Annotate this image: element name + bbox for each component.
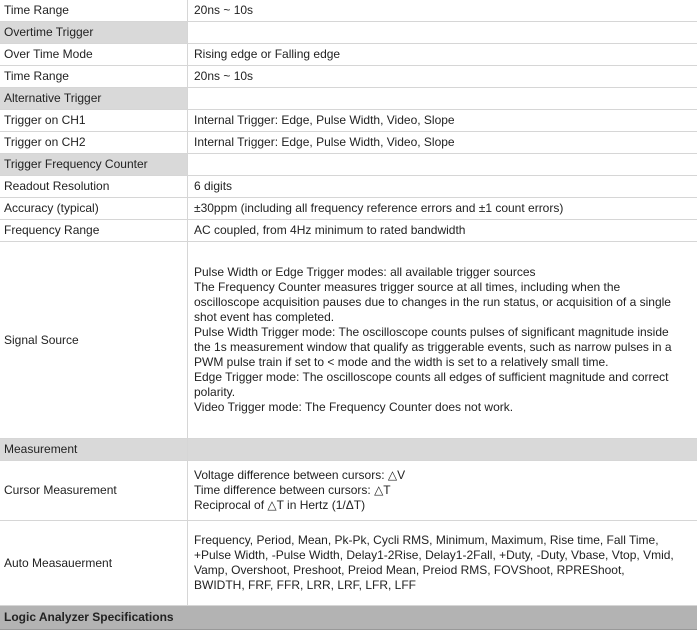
row-label: Accuracy (typical) [0, 198, 188, 220]
text-line: shot event has completed. [194, 310, 697, 325]
section-title: Measurement [0, 439, 188, 461]
row-label: Time Range [0, 66, 188, 88]
spec-row-time-range-2 [0, 66, 697, 88]
text-line: Vamp, Overshoot, Preshoot, Preiod Mean, Preiod RMS, FOVShoot, RPREShoot, [194, 563, 697, 578]
text-line: oscilloscope acquisition pauses due to changes in the run status, or acquisition of a single [194, 295, 697, 310]
row-label: Trigger on CH1 [0, 110, 188, 132]
row-value: AC coupled, from 4Hz minimum to rated bandwidth [188, 220, 697, 242]
spec-row-trigger-ch1 [0, 110, 697, 132]
section-title: Alternative Trigger [0, 88, 188, 110]
row-value: Rising edge or Falling edge [188, 44, 697, 66]
section-title: Logic Analyzer Specifications [0, 606, 697, 630]
section-alternative-trigger [0, 88, 697, 110]
text-line: Frequency, Period, Mean, Pk-Pk, Cycli RMS, Minimum, Maximum, Rise time, Fall Time, [194, 533, 697, 548]
section-empty-cell [188, 22, 697, 44]
row-label: Readout Resolution [0, 176, 188, 198]
text-line: +Pulse Width, -Pulse Width, Delay1-2Rise, Delay1-2Fall, +Duty, -Duty, Vbase, Vtop, Vmid, [194, 548, 697, 563]
text-line: Pulse Width Trigger mode: The oscilloscope counts pulses of significant magnitude inside [194, 325, 697, 340]
row-value-multiline [188, 242, 697, 439]
section-title: Overtime Trigger [0, 22, 188, 44]
spec-row-frequency-range [0, 220, 697, 242]
row-label: Cursor Measurement [0, 461, 188, 521]
text-line: Pulse Width or Edge Trigger modes: all available trigger sources [194, 265, 697, 280]
text-line: Time difference between cursors: △T [194, 483, 697, 498]
section-title: Trigger Frequency Counter [0, 154, 188, 176]
row-value-multiline [188, 521, 697, 606]
row-label: Frequency Range [0, 220, 188, 242]
text-line: the 1s measurement window that qualify as triggerable events, such as narrow pulses in a [194, 340, 697, 355]
text-line: The Frequency Counter measures trigger source at all times, including when the [194, 280, 697, 295]
row-label: Time Range [0, 0, 188, 22]
spec-row-accuracy [0, 198, 697, 220]
section-measurement [0, 439, 697, 461]
row-label: Auto Measauerment [0, 521, 188, 606]
row-value-multiline [188, 461, 697, 521]
text-line: Voltage difference between cursors: △V [194, 468, 697, 483]
row-value: Internal Trigger: Edge, Pulse Width, Video, Slope [188, 132, 697, 154]
text-line: Reciprocal of △T in Hertz (1/ΔT) [194, 498, 697, 513]
text-line: Video Trigger mode: The Frequency Counter does not work. [194, 400, 697, 415]
row-label: Over Time Mode [0, 44, 188, 66]
text-line: polarity. [194, 385, 697, 400]
section-overtime-trigger [0, 22, 697, 44]
spec-row-time-range [0, 0, 697, 22]
section-trigger-frequency-counter [0, 154, 697, 176]
spec-row-over-time-mode [0, 44, 697, 66]
spec-row-trigger-ch2 [0, 132, 697, 154]
row-value: 6 digits [188, 176, 697, 198]
text-line: Edge Trigger mode: The oscilloscope counts all edges of sufficient magnitude and correct [194, 370, 697, 385]
section-empty-cell [188, 439, 697, 461]
row-value: ±30ppm (including all frequency reference errors and ±1 count errors) [188, 198, 697, 220]
row-value: 20ns ~ 10s [188, 66, 697, 88]
spec-row-cursor-measurement [0, 461, 697, 521]
spec-row-auto-measurement [0, 521, 697, 606]
spec-row-signal-source [0, 242, 697, 439]
row-label: Signal Source [0, 242, 188, 439]
row-value: 20ns ~ 10s [188, 0, 697, 22]
row-value: Internal Trigger: Edge, Pulse Width, Video, Slope [188, 110, 697, 132]
section-empty-cell [188, 154, 697, 176]
text-line: PWM pulse train if set to < mode and the width is set to a relatively small time. [194, 355, 697, 370]
row-label: Trigger on CH2 [0, 132, 188, 154]
text-line: BWIDTH, FRF, FFR, LRR, LRF, LFR, LFF [194, 578, 697, 593]
spec-row-readout-resolution [0, 176, 697, 198]
section-empty-cell [188, 88, 697, 110]
